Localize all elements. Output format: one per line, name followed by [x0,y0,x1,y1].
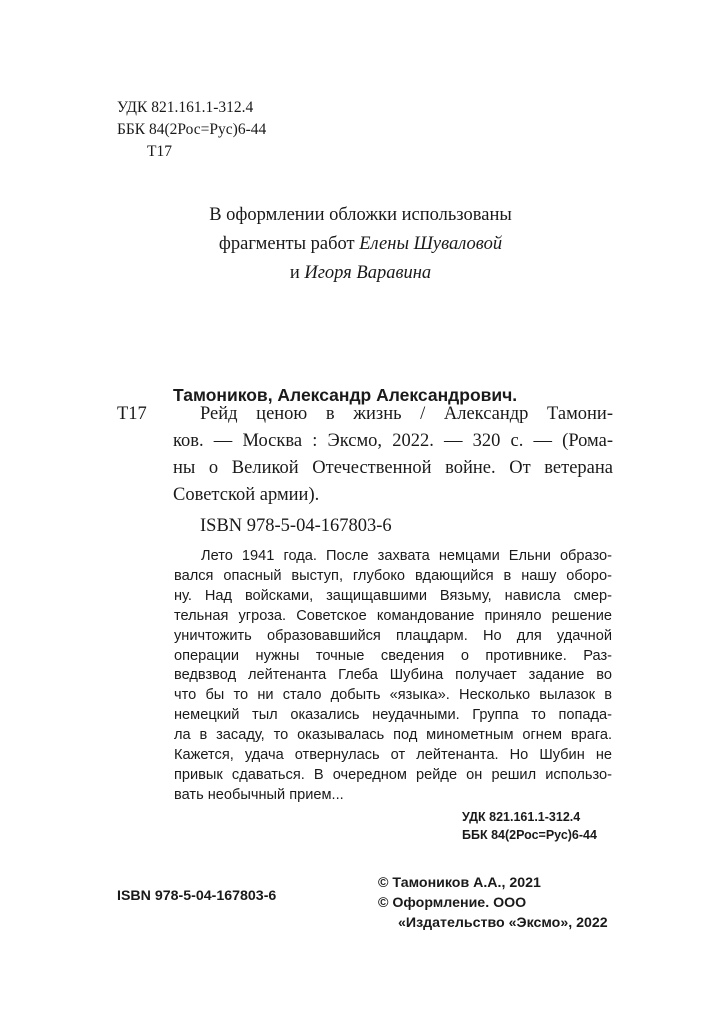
annotation-line: привык сдаваться. В очередном рейде он решил использо- [174,766,612,783]
cover-credits [0,201,721,288]
credits-line-3 [0,259,721,288]
annotation [174,547,612,806]
copyright-publisher: «Издательство «Эксмо», 2022 [398,915,608,931]
author-mark: Т17 [147,143,172,160]
footer-isbn: ISBN 978-5-04-167803-6 [117,888,277,904]
annotation-line: ну. Над войсками, защищавшими Вязьму, нависла смер- [174,587,612,604]
record-line-4: Советской армии). [173,485,320,505]
annotation-line: вался опасный выступ, глубоко вдающийся в нашу оборо- [174,567,612,584]
record-mark: Т17 [117,404,147,424]
record-line-2: ков. — Москва : Эксмо, 2022. — 320 с. — (Рома- [173,431,613,451]
credits-line-3-prefix: и [289,263,305,283]
record-line-3: ны о Великой Отечественной войне. От ветерана [173,458,613,478]
record-isbn: ISBN 978-5-04-167803-6 [200,516,392,536]
annotation-line: тельная угроза. Советское командование приняло решение [174,607,612,624]
annotation-line: Лето 1941 года. После захвата немцами Ельни образо- [201,548,612,564]
annotation-line: ла в засаду, то оказывалась под минометным огнем врага. [174,727,612,744]
artist-name-2: Игоря Варавина [304,263,432,283]
copyright-author: © Тамоников А.А., 2021 [378,875,541,891]
record-line-1: Рейд ценою в жизнь / Александр Тамони- [200,404,613,424]
annotation-line: уничтожить образовавшийся плацдарм. Но для удачной [174,627,612,644]
annotation-line: что бы то ни стало добыть «языка». Несколько вылазок в [174,687,612,704]
annotation-line: Кажется, удача отвернулась от лейтенанта. Но Шубин не [174,747,612,764]
record-author: Тамоников, Александр Александрович. [173,385,518,405]
bottom-bbk-code: ББК 84(2Рос=Рус)6-44 [462,828,597,842]
annotation-line: вать необычный прием... [174,786,344,803]
annotation-line: операции нужны точные сведения о противнике. Раз- [174,647,612,664]
credits-line-1: В оформлении обложки использованы [209,205,512,225]
annotation-line: немецкий тыл оказались неудачными. Группа то попада- [174,707,612,724]
udk-code: УДК 821.161.1-312.4 [117,99,254,116]
credits-line-2-prefix: фрагменты работ [218,234,360,254]
artist-name-1: Елены Шуваловой [359,234,503,254]
bottom-udk-code: УДК 821.161.1-312.4 [462,810,581,824]
copyright-design: © Оформление. ООО [378,895,527,911]
credits-line-2 [0,230,721,259]
annotation-line: ведвзвод лейтенанта Глеба Шубина получает задание во [174,667,612,684]
bbk-code: ББК 84(2Рос=Рус)6-44 [117,121,267,138]
